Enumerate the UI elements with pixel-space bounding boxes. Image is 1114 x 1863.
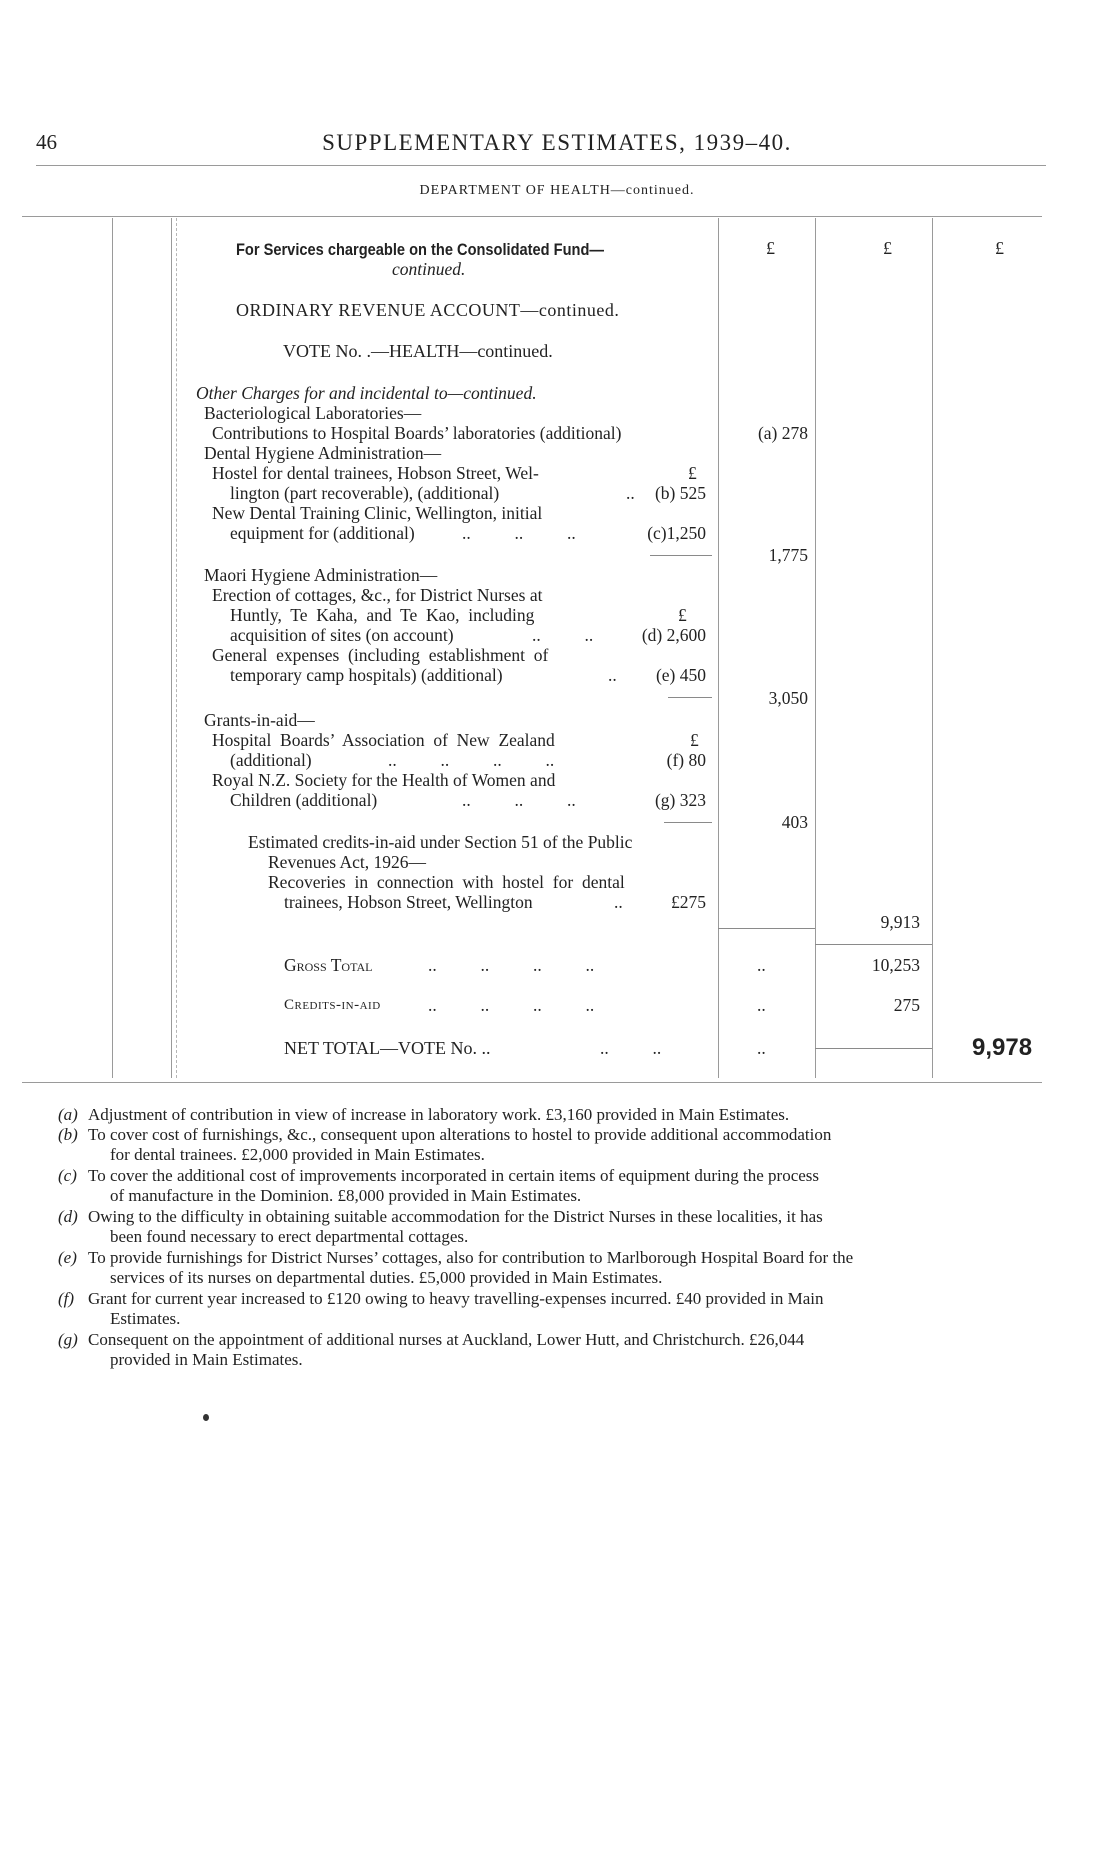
credits-line-2: Revenues Act, 1926— bbox=[268, 852, 426, 872]
hospital-boards-line-1: Hospital Boards’ Association of New Zealand bbox=[212, 730, 555, 750]
credits-in-aid-dots: .. .. .. .. bbox=[428, 995, 595, 1015]
column-rule-5 bbox=[815, 218, 816, 1078]
general-expenses-line-2: temporary camp hospitals) (additional) bbox=[230, 665, 503, 685]
general-expenses-dots: .. bbox=[608, 665, 617, 685]
footnote-b bbox=[58, 1125, 1033, 1164]
credits-in-aid-col1: .. bbox=[757, 995, 766, 1015]
hospital-boards-amount: (f) 80 bbox=[666, 750, 706, 770]
clinic-amount: (c)1,250 bbox=[647, 523, 706, 543]
footnote-d bbox=[58, 1207, 1033, 1246]
footnote-f bbox=[58, 1289, 1033, 1328]
gross-total-label: Gross Total bbox=[284, 955, 373, 975]
col3-pound-header: £ bbox=[995, 238, 1004, 258]
credits-line-4: trainees, Hobson Street, Wellington bbox=[284, 892, 533, 912]
bacteriological-amount: (a) 278 bbox=[757, 423, 808, 443]
footnote-d-continuation: been found necessary to erect departmental cottages. bbox=[110, 1226, 469, 1246]
vote-heading: VOTE No. .—HEALTH—continued. bbox=[283, 341, 553, 361]
footnote-d-text: Owing to the difficulty in obtaining suitable accommodation for the District Nurses in these localities, it has bbox=[88, 1207, 823, 1226]
net-total-dots: .. .. bbox=[600, 1038, 662, 1058]
net-total-label: NET TOTAL—VOTE No. .. bbox=[284, 1038, 491, 1058]
hospital-boards-line-2: (additional) bbox=[230, 750, 312, 770]
grants-subtotal-rule bbox=[664, 822, 712, 823]
subtotal-amount: 9,913 bbox=[880, 912, 920, 932]
column-rule-2 bbox=[171, 218, 172, 1078]
credits-in-aid-value: 275 bbox=[893, 995, 920, 1015]
footnote-c-label: (c) bbox=[58, 1166, 77, 1185]
footnote-b-continuation: for dental trainees. £2,000 provided in Main Estimates. bbox=[110, 1144, 485, 1164]
column-rule-4 bbox=[718, 218, 719, 1078]
footnote-a-label: (a) bbox=[58, 1105, 78, 1124]
footnote-e-continuation: services of its nurses on departmental duties. £5,000 provided in Main Estimates. bbox=[110, 1267, 663, 1287]
table-bottom-rule bbox=[22, 1082, 1042, 1083]
footnote-a-text: Adjustment of contribution in view of increase in laboratory work. £3,160 provided in Main Estimates. bbox=[88, 1105, 790, 1124]
royal-society-line-1: Royal N.Z. Society for the Health of Women and bbox=[212, 770, 556, 790]
bacteriological-heading: Bacteriological Laboratories— bbox=[204, 403, 422, 423]
net-total-value: 9,978 bbox=[972, 1034, 1033, 1061]
general-expenses-line-1: General expenses (including establishment of bbox=[212, 645, 549, 665]
services-heading: For Services chargeable on the Consolidated Fund— bbox=[236, 240, 605, 259]
gross-total-value: 10,253 bbox=[871, 955, 920, 975]
other-charges-heading: Other Charges for and incidental to—continued. bbox=[196, 383, 537, 403]
clinic-line-2: equipment for (additional) bbox=[230, 523, 415, 543]
footnote-g bbox=[58, 1330, 1033, 1369]
hostel-line-1: Hostel for dental trainees, Hobson Street, Wel- bbox=[212, 463, 539, 483]
footnote-a bbox=[58, 1105, 1033, 1125]
footnote-g-text: Consequent on the appointment of additional nurses at Auckland, Lower Hutt, and Christchurch. £26,044 bbox=[88, 1330, 805, 1349]
cottages-amount: (d) 2,600 bbox=[641, 625, 706, 645]
footnote-f-continuation: Estimates. bbox=[110, 1308, 181, 1328]
net-total-col1: .. bbox=[757, 1038, 766, 1058]
general-expenses-amount: (e) 450 bbox=[655, 665, 706, 685]
net-rule bbox=[815, 1048, 932, 1049]
maori-total: 3,050 bbox=[768, 688, 808, 708]
dental-pound-sign: £ bbox=[688, 463, 697, 483]
royal-society-dots: .. .. .. bbox=[462, 790, 576, 810]
header-rule bbox=[36, 165, 1046, 166]
footnote-b-text: To cover cost of furnishings, &c., consequent upon alterations to hostel to provide additional accommodation bbox=[88, 1125, 832, 1144]
grants-heading: Grants-in-aid— bbox=[204, 710, 315, 730]
table-top-rule bbox=[22, 216, 1042, 217]
maori-pound-sign: £ bbox=[678, 605, 687, 625]
page-title: SUPPLEMENTARY ESTIMATES, 1939–40. bbox=[322, 130, 792, 155]
cottages-dots: .. .. bbox=[532, 625, 594, 645]
footnote-f-label: (f) bbox=[58, 1289, 75, 1308]
credits-in-aid-label: Credits-in-aid bbox=[284, 997, 381, 1013]
hostel-amount: (b) 525 bbox=[654, 483, 706, 503]
dental-subtotal-rule bbox=[650, 555, 712, 556]
col2-pound-header: £ bbox=[883, 238, 892, 258]
grants-total: 403 bbox=[781, 812, 808, 832]
dental-heading: Dental Hygiene Administration— bbox=[204, 443, 442, 463]
footnote-e bbox=[58, 1248, 1033, 1287]
account-heading: ORDINARY REVENUE ACCOUNT—continued. bbox=[236, 300, 620, 320]
col1-pound-header: £ bbox=[766, 238, 775, 258]
royal-society-amount: (g) 323 bbox=[654, 790, 706, 810]
footnote-c-continuation: of manufacture in the Dominion. £8,000 provided in Main Estimates. bbox=[110, 1185, 582, 1205]
royal-society-line-2: Children (additional) bbox=[230, 790, 378, 810]
bacteriological-item: Contributions to Hospital Boards’ laboratories (additional) bbox=[212, 423, 622, 443]
credits-line-3: Recoveries in connection with hostel for dental bbox=[268, 872, 625, 892]
credits-line-1: Estimated credits-in-aid under Section 51 of the Public bbox=[248, 832, 633, 852]
footnote-c bbox=[58, 1166, 1033, 1205]
grants-pound-sign: £ bbox=[690, 730, 699, 750]
clinic-line-1: New Dental Training Clinic, Wellington, initial bbox=[212, 503, 543, 523]
hostel-line-2: lington (part recoverable), (additional) bbox=[230, 483, 500, 503]
page-number: 46 bbox=[36, 130, 57, 154]
cottages-line-3: acquisition of sites (on account) bbox=[230, 625, 454, 645]
column-rule-3 bbox=[176, 218, 177, 1078]
department-heading: DEPARTMENT OF HEALTH—continued. bbox=[419, 183, 695, 198]
footnote-b-label: (b) bbox=[58, 1125, 78, 1144]
footnote-g-continuation: provided in Main Estimates. bbox=[110, 1349, 303, 1369]
footnote-e-text: To provide furnishings for District Nurses’ cottages, also for contribution to Marlborough Hospital Board for the bbox=[88, 1248, 854, 1267]
footnote-c-text: To cover the additional cost of improvements incorporated in certain items of equipment during the process bbox=[88, 1166, 820, 1185]
credits-dots: .. bbox=[614, 892, 623, 912]
footnote-e-label: (e) bbox=[58, 1248, 77, 1267]
cottages-line-2: Huntly, Te Kaha, and Te Kao, including bbox=[230, 605, 535, 625]
gross-rule bbox=[815, 944, 932, 945]
footnote-f-text: Grant for current year increased to £120 owing to heavy travelling-expenses incurred. £40 provided in Main bbox=[88, 1289, 824, 1308]
clinic-dots: .. .. .. bbox=[462, 523, 576, 543]
credits-amount: £275 bbox=[671, 892, 706, 912]
hostel-dots: .. bbox=[626, 483, 635, 503]
gross-total-dots: .. .. .. .. bbox=[428, 955, 595, 975]
footnote-d-label: (d) bbox=[58, 1207, 78, 1226]
column-rule-1 bbox=[112, 218, 113, 1078]
ink-spot bbox=[203, 1414, 209, 1421]
hospital-boards-dots: .. .. .. .. bbox=[388, 750, 555, 770]
gross-total-col1: .. bbox=[757, 955, 766, 975]
maori-heading: Maori Hygiene Administration— bbox=[204, 565, 438, 585]
cottages-line-1: Erection of cottages, &c., for District Nurses at bbox=[212, 585, 543, 605]
services-heading-continued: continued. bbox=[392, 259, 466, 279]
footnote-g-label: (g) bbox=[58, 1330, 78, 1349]
maori-subtotal-rule bbox=[668, 697, 712, 698]
dental-total: 1,775 bbox=[768, 545, 808, 565]
subtotal-rule bbox=[718, 928, 815, 929]
column-rule-6 bbox=[932, 218, 933, 1078]
